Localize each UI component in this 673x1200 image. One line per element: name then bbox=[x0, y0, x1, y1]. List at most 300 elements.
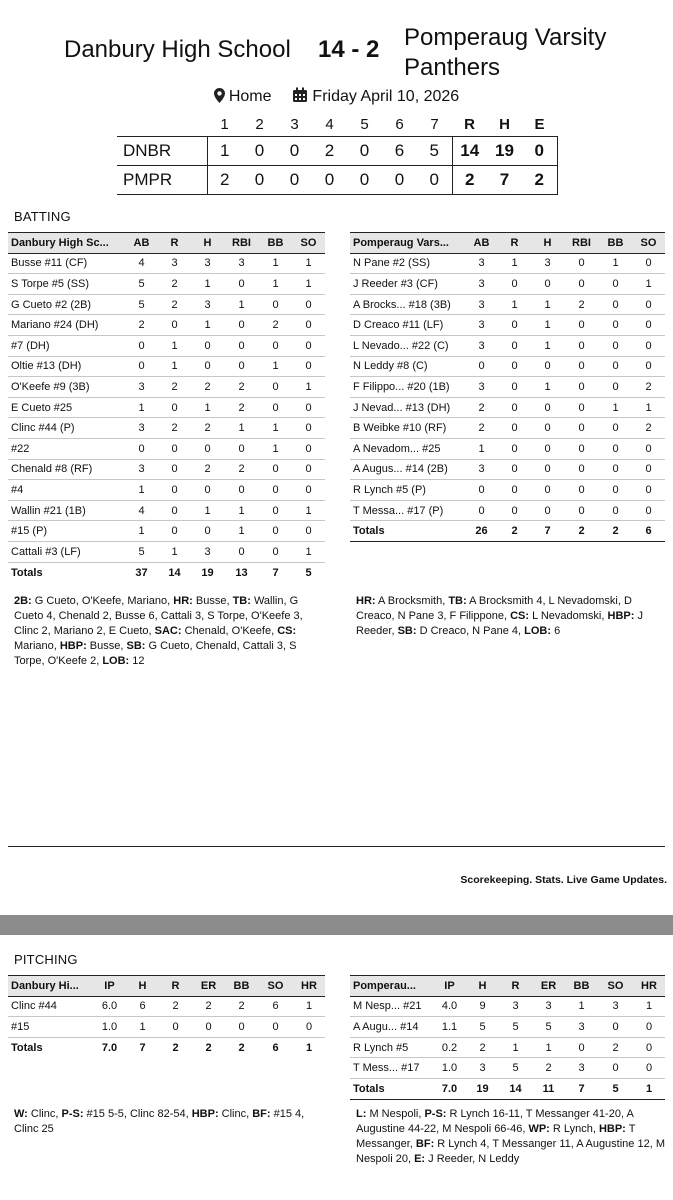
home-team-name: Danbury High School bbox=[64, 36, 291, 63]
stat-cell: 3 bbox=[565, 1017, 598, 1038]
table-row bbox=[8, 500, 325, 521]
note-value: R Lynch, bbox=[549, 1123, 599, 1135]
stat-cell: 5 bbox=[305, 566, 312, 579]
table-row bbox=[350, 397, 665, 418]
stat-cell: 0 bbox=[158, 521, 191, 542]
stat-cell: 0 bbox=[158, 459, 191, 480]
table-header bbox=[8, 233, 325, 254]
stat-cell: 37 bbox=[135, 566, 148, 579]
inning-score: 0 bbox=[347, 136, 382, 165]
totals-row bbox=[8, 562, 325, 583]
linescore-team: DNBR bbox=[117, 136, 207, 165]
stat-cell: 0 bbox=[292, 397, 325, 418]
stat-cell: 0 bbox=[292, 356, 325, 377]
stat-cell: 5 bbox=[499, 1058, 532, 1079]
stat-cell: 0 bbox=[292, 294, 325, 315]
stat-cell: 0 bbox=[292, 459, 325, 480]
stat-cell: 2 bbox=[125, 315, 158, 336]
stat-cell: 19 bbox=[201, 566, 214, 579]
stat-cell: 7.0 bbox=[433, 1078, 466, 1099]
player-name: T Mess... #17 bbox=[350, 1058, 433, 1079]
stat-cell: 0 bbox=[159, 1017, 192, 1038]
stat-cell: 1 bbox=[633, 1078, 665, 1099]
player-name: Cattali #3 (LF) bbox=[8, 541, 125, 562]
errors-header: E bbox=[534, 116, 545, 134]
stat-cell: 0 bbox=[259, 397, 292, 418]
player-name: Totals bbox=[11, 1041, 43, 1054]
note-value: A Brocksmith, bbox=[375, 595, 449, 607]
stat-cell: 0 bbox=[158, 438, 191, 459]
table-row bbox=[8, 356, 325, 377]
game-meta bbox=[0, 87, 673, 108]
linescore-row-away bbox=[117, 165, 557, 194]
stat-cell: 0 bbox=[498, 377, 531, 398]
runs-header: R bbox=[464, 116, 475, 134]
player-name: A Augu... #14 bbox=[350, 1017, 433, 1038]
stat-cell: 1 bbox=[158, 356, 191, 377]
stat-column-header: H bbox=[531, 233, 564, 254]
stat-cell: 3 bbox=[532, 996, 565, 1017]
stat-cell: 2 bbox=[598, 1037, 633, 1058]
stat-cell: 1 bbox=[532, 1037, 565, 1058]
stat-cell: 1 bbox=[499, 1037, 532, 1058]
stat-cell: 2 bbox=[158, 377, 191, 398]
stat-cell: 0 bbox=[498, 397, 531, 418]
total-hits: 7 bbox=[487, 165, 522, 194]
stat-cell: 0 bbox=[292, 315, 325, 336]
stat-cell: 5 bbox=[125, 294, 158, 315]
stat-cell: 14 bbox=[168, 566, 181, 579]
stat-cell: 1 bbox=[632, 397, 665, 418]
stat-cell: 0 bbox=[293, 1017, 325, 1038]
note-value: D Creaco, N Pane 4, bbox=[416, 625, 525, 637]
stat-cell: 1 bbox=[126, 1017, 159, 1038]
stat-column-header: SO bbox=[598, 976, 633, 997]
stat-cell: 5 bbox=[598, 1078, 633, 1099]
stat-cell: 0 bbox=[531, 438, 564, 459]
note-label: CS: bbox=[277, 625, 297, 637]
note-label: P-S: bbox=[424, 1108, 447, 1120]
table-row bbox=[350, 315, 665, 336]
stat-cell: 3 bbox=[465, 274, 498, 295]
player-name: #15 (P) bbox=[8, 521, 125, 542]
stat-column-header: R bbox=[499, 976, 532, 997]
stat-cell: 0 bbox=[292, 335, 325, 356]
table-row bbox=[8, 1017, 325, 1038]
stat-cell: 1 bbox=[599, 253, 632, 274]
note-value: J Reeder, N Leddy bbox=[425, 1153, 520, 1165]
stat-cell: 2 bbox=[465, 397, 498, 418]
note-value: Busse, bbox=[192, 595, 233, 607]
note-value: Clinc, bbox=[27, 1108, 62, 1120]
player-name: F Filippo... #20 (1B) bbox=[350, 377, 465, 398]
stat-cell: 1 bbox=[292, 377, 325, 398]
stat-cell: 0 bbox=[633, 1037, 665, 1058]
stat-cell: 0 bbox=[259, 521, 292, 542]
stat-cell: 0 bbox=[158, 397, 191, 418]
player-name: Oltie #13 (DH) bbox=[8, 356, 125, 377]
stat-cell: 0 bbox=[259, 541, 292, 562]
stat-cell: 0 bbox=[125, 438, 158, 459]
stat-cell: 0 bbox=[498, 500, 531, 521]
stat-cell: 1 bbox=[259, 274, 292, 295]
stat-column-header: AB bbox=[465, 233, 498, 254]
inning-score: 0 bbox=[242, 165, 277, 194]
stat-cell: 0 bbox=[632, 438, 665, 459]
calendar-icon bbox=[292, 87, 308, 108]
player-name: R Lynch #5 bbox=[350, 1037, 433, 1058]
stat-cell: 0 bbox=[465, 356, 498, 377]
stat-cell: 1 bbox=[292, 274, 325, 295]
table-header bbox=[350, 233, 665, 254]
stat-cell: 1 bbox=[632, 274, 665, 295]
stat-cell: 0 bbox=[224, 480, 259, 501]
note-label: HBP: bbox=[59, 640, 87, 652]
stat-column-header: BB bbox=[599, 233, 632, 254]
player-name: R Lynch #5 (P) bbox=[350, 480, 465, 501]
stat-cell: 2 bbox=[225, 996, 258, 1017]
table-row bbox=[8, 459, 325, 480]
table-row bbox=[350, 1037, 665, 1058]
stat-column-header: BB bbox=[225, 976, 258, 997]
stat-cell: 6.0 bbox=[93, 996, 126, 1017]
note-label: HBP: bbox=[191, 1108, 219, 1120]
stat-cell: 0 bbox=[224, 335, 259, 356]
stat-cell: 7 bbox=[272, 566, 279, 579]
stat-cell: 0 bbox=[259, 500, 292, 521]
stat-cell: 2 bbox=[158, 274, 191, 295]
player-name: B Weibke #10 (RF) bbox=[350, 418, 465, 439]
stat-cell: 0 bbox=[599, 356, 632, 377]
inning-header: 7 bbox=[430, 116, 439, 134]
stat-cell: 1 bbox=[259, 418, 292, 439]
stat-cell: 1.1 bbox=[433, 1017, 466, 1038]
stat-cell: 0 bbox=[564, 356, 599, 377]
player-name: S Torpe #5 (SS) bbox=[8, 274, 125, 295]
stat-cell: 1 bbox=[292, 541, 325, 562]
stat-cell: 2 bbox=[158, 418, 191, 439]
table-row bbox=[350, 480, 665, 501]
stat-cell: 0 bbox=[564, 418, 599, 439]
note-value: 12 bbox=[129, 655, 145, 667]
stat-column-header: BB bbox=[259, 233, 292, 254]
location-pin-icon bbox=[214, 88, 225, 108]
note-value: 6 bbox=[551, 625, 561, 637]
stat-cell: 0 bbox=[498, 459, 531, 480]
stat-cell: 0 bbox=[259, 335, 292, 356]
note-label: LOB: bbox=[102, 655, 130, 667]
stat-cell: 3 bbox=[125, 459, 158, 480]
table-row bbox=[8, 996, 325, 1017]
stat-cell: 1 bbox=[292, 253, 325, 274]
note-value: R Lynch 16-11, T Messanger 41-20, A Augustine 44-22, M Nespoli 66-46, bbox=[356, 1108, 634, 1135]
stat-cell: 2 bbox=[259, 315, 292, 336]
stat-cell: 3 bbox=[191, 541, 224, 562]
inning-score: 5 bbox=[417, 136, 452, 165]
stat-cell: 0 bbox=[158, 315, 191, 336]
stat-cell: 1 bbox=[191, 500, 224, 521]
inning-score: 0 bbox=[312, 165, 347, 194]
pitching-notes-away bbox=[356, 1107, 666, 1167]
stat-cell: 1 bbox=[191, 274, 224, 295]
stat-cell: 1 bbox=[125, 397, 158, 418]
stat-cell: 6 bbox=[632, 521, 665, 542]
stat-column-header: SO bbox=[292, 233, 325, 254]
stat-column-header: R bbox=[159, 976, 192, 997]
note-label: HBP: bbox=[607, 610, 635, 622]
stat-cell: 1 bbox=[305, 1041, 313, 1054]
player-name: J Reeder #3 (CF) bbox=[350, 274, 465, 295]
player-name: E Cueto #25 bbox=[8, 397, 125, 418]
totals-row bbox=[8, 1037, 325, 1058]
stat-column-header: BB bbox=[565, 976, 598, 997]
stat-cell: 0 bbox=[292, 438, 325, 459]
stat-cell: 0.2 bbox=[433, 1037, 466, 1058]
player-name: Clinc #44 (P) bbox=[8, 418, 125, 439]
stat-cell: 0 bbox=[498, 315, 531, 336]
note-value: Clinc, bbox=[218, 1108, 253, 1120]
stat-cell: 0 bbox=[564, 397, 599, 418]
stat-cell: 3 bbox=[465, 459, 498, 480]
stat-cell: 0 bbox=[531, 356, 564, 377]
stat-cell: 2 bbox=[238, 1041, 245, 1054]
stat-cell: 2 bbox=[466, 1037, 499, 1058]
stat-cell: 5 bbox=[532, 1017, 565, 1038]
stat-cell: 0 bbox=[224, 356, 259, 377]
stat-cell: 0 bbox=[632, 500, 665, 521]
total-hits: 19 bbox=[487, 136, 522, 165]
player-name: O'Keefe #9 (3B) bbox=[8, 377, 125, 398]
note-value: L Nevadomski, bbox=[529, 610, 608, 622]
stat-column-header: ER bbox=[532, 976, 565, 997]
stat-cell: 0 bbox=[599, 459, 632, 480]
stat-cell: 3 bbox=[191, 253, 224, 274]
stat-cell: 0 bbox=[498, 356, 531, 377]
stat-cell: 7 bbox=[565, 1078, 598, 1099]
stat-cell: 0 bbox=[158, 480, 191, 501]
stat-column-header: IP bbox=[433, 976, 466, 997]
inning-score: 0 bbox=[347, 165, 382, 194]
player-name: A Augus... #14 (2B) bbox=[350, 459, 465, 480]
stat-cell: 1 bbox=[599, 397, 632, 418]
note-label: E: bbox=[414, 1153, 426, 1165]
player-name: Mariano #24 (DH) bbox=[8, 315, 125, 336]
stat-cell: 0 bbox=[599, 294, 632, 315]
stat-cell: 0 bbox=[498, 438, 531, 459]
player-name: #7 (DH) bbox=[8, 335, 125, 356]
stat-cell: 0 bbox=[599, 480, 632, 501]
player-name: Chenald #8 (RF) bbox=[8, 459, 125, 480]
note-label: HR: bbox=[173, 595, 193, 607]
stat-cell: 4 bbox=[125, 500, 158, 521]
batting-notes-home bbox=[14, 594, 319, 669]
stat-cell: 0 bbox=[599, 438, 632, 459]
stat-cell: 4 bbox=[125, 253, 158, 274]
stat-cell: 1 bbox=[293, 996, 325, 1017]
stat-cell: 0 bbox=[632, 459, 665, 480]
stat-cell: 0 bbox=[564, 274, 599, 295]
inning-score: 0 bbox=[277, 165, 312, 194]
stat-column-header: ER bbox=[192, 976, 225, 997]
note-label: P-S: bbox=[61, 1108, 84, 1120]
total-errors: 2 bbox=[522, 165, 557, 194]
player-name: N Leddy #8 (C) bbox=[350, 356, 465, 377]
player-name: D Creaco #11 (LF) bbox=[350, 315, 465, 336]
stat-cell: 1 bbox=[224, 521, 259, 542]
stat-cell: 3 bbox=[465, 294, 498, 315]
stat-column-header: SO bbox=[632, 233, 665, 254]
batting-notes-away bbox=[356, 594, 661, 639]
note-value: #15 4, Clinc 25 bbox=[14, 1108, 305, 1135]
stat-column-header: R bbox=[498, 233, 531, 254]
stat-cell: 3 bbox=[466, 1058, 499, 1079]
note-label: WP: bbox=[528, 1123, 550, 1135]
stat-cell: 0 bbox=[158, 500, 191, 521]
stat-cell: 0 bbox=[633, 1058, 665, 1079]
stat-cell: 0 bbox=[599, 315, 632, 336]
note-label: BF: bbox=[252, 1108, 271, 1120]
table-row bbox=[8, 418, 325, 439]
note-label: CS: bbox=[510, 610, 530, 622]
stat-cell: 0 bbox=[259, 459, 292, 480]
player-name: A Nevadom... #25 bbox=[350, 438, 465, 459]
note-value: J Reeder, bbox=[356, 610, 643, 637]
stat-cell: 0 bbox=[564, 500, 599, 521]
stat-cell: 26 bbox=[465, 521, 498, 542]
table-row bbox=[350, 356, 665, 377]
inning-score: 2 bbox=[312, 136, 347, 165]
inning-score: 6 bbox=[382, 136, 417, 165]
stat-cell: 0 bbox=[259, 294, 292, 315]
stat-cell: 0 bbox=[191, 356, 224, 377]
player-name: #4 bbox=[8, 480, 125, 501]
note-value: M Nespoli, bbox=[366, 1108, 425, 1120]
player-name: Wallin #21 (1B) bbox=[8, 500, 125, 521]
stat-cell: 0 bbox=[564, 480, 599, 501]
inning-header: 2 bbox=[255, 116, 264, 134]
stat-cell: 1 bbox=[125, 521, 158, 542]
note-value: Chenald, O'Keefe, bbox=[181, 625, 278, 637]
stat-cell: 2 bbox=[172, 1041, 179, 1054]
stat-cell: 2 bbox=[632, 418, 665, 439]
stat-column-header: SO bbox=[258, 976, 293, 997]
note-label: HR: bbox=[356, 595, 376, 607]
stat-column-header: HR bbox=[633, 976, 665, 997]
inning-score: 1 bbox=[207, 136, 242, 165]
stat-column-header: H bbox=[466, 976, 499, 997]
stat-column-header: IP bbox=[93, 976, 126, 997]
stat-cell: 2 bbox=[191, 459, 224, 480]
stat-column-header: H bbox=[126, 976, 159, 997]
stat-cell: 2 bbox=[224, 459, 259, 480]
stat-cell: 0 bbox=[632, 480, 665, 501]
stat-cell: 0 bbox=[292, 480, 325, 501]
stat-cell: 5 bbox=[499, 1017, 532, 1038]
total-errors: 0 bbox=[522, 136, 557, 165]
table-row bbox=[8, 315, 325, 336]
table-row bbox=[8, 253, 325, 274]
stat-cell: 0 bbox=[564, 459, 599, 480]
stat-cell: 3 bbox=[531, 253, 564, 274]
table-row bbox=[8, 438, 325, 459]
stat-cell: 3 bbox=[224, 253, 259, 274]
note-label: SB: bbox=[126, 640, 146, 652]
stat-cell: 1 bbox=[498, 294, 531, 315]
stat-cell: 1 bbox=[531, 335, 564, 356]
inning-score: 0 bbox=[277, 136, 312, 165]
stat-cell: 6 bbox=[258, 996, 293, 1017]
stat-cell: 19 bbox=[466, 1078, 499, 1099]
team-column-header: Danbury High Sc... bbox=[8, 233, 125, 254]
inning-score: 0 bbox=[417, 165, 452, 194]
stat-cell: 3 bbox=[465, 377, 498, 398]
stat-cell: 3 bbox=[125, 418, 158, 439]
stat-cell: 3 bbox=[499, 996, 532, 1017]
stat-cell: 0 bbox=[125, 356, 158, 377]
player-name: G Cueto #2 (2B) bbox=[8, 294, 125, 315]
table-row bbox=[8, 541, 325, 562]
stat-column-header: HR bbox=[293, 976, 325, 997]
table-row bbox=[350, 500, 665, 521]
stat-cell: 1 bbox=[158, 335, 191, 356]
note-value: Mariano, bbox=[14, 640, 60, 652]
stat-cell: 1 bbox=[191, 315, 224, 336]
stat-cell: 1 bbox=[531, 377, 564, 398]
note-label: TB: bbox=[448, 595, 467, 607]
player-name: Totals bbox=[350, 1078, 433, 1099]
stat-cell: 0 bbox=[633, 1017, 665, 1038]
stat-column-header: R bbox=[158, 233, 191, 254]
stat-cell: 0 bbox=[632, 315, 665, 336]
note-label: SB: bbox=[397, 625, 417, 637]
stat-cell: 1 bbox=[465, 438, 498, 459]
table-row bbox=[350, 294, 665, 315]
player-name: L Nevado... #22 (C) bbox=[350, 335, 465, 356]
note-value: R Lynch 4, T Messanger 11, A Augustine 12, M Nespoli 20, bbox=[356, 1138, 665, 1165]
stat-cell: 1 bbox=[633, 996, 665, 1017]
total-runs: 2 bbox=[452, 165, 487, 194]
table-row bbox=[350, 253, 665, 274]
stat-cell: 0 bbox=[599, 500, 632, 521]
stat-cell: 2 bbox=[564, 521, 599, 542]
stat-cell: 0 bbox=[224, 274, 259, 295]
stat-cell: 0 bbox=[192, 1017, 225, 1038]
section-divider bbox=[8, 846, 665, 847]
stat-cell: 2 bbox=[192, 996, 225, 1017]
section-band bbox=[0, 915, 673, 935]
table-row bbox=[8, 294, 325, 315]
pitching-notes-home bbox=[14, 1107, 319, 1137]
away-team-name: Pomperaug Varsity Panthers bbox=[404, 24, 607, 81]
player-name: Clinc #44 bbox=[8, 996, 93, 1017]
stat-cell: 9 bbox=[466, 996, 499, 1017]
total-runs: 14 bbox=[452, 136, 487, 165]
stat-cell: 1.0 bbox=[93, 1017, 126, 1038]
inning-header: 3 bbox=[290, 116, 299, 134]
stat-cell: 0 bbox=[191, 480, 224, 501]
table-row bbox=[350, 438, 665, 459]
pitching-section-title: PITCHING bbox=[14, 952, 78, 967]
stat-cell: 1 bbox=[259, 438, 292, 459]
stat-cell: 0 bbox=[632, 294, 665, 315]
player-name: T Messa... #17 (P) bbox=[350, 500, 465, 521]
stat-cell: 3 bbox=[191, 294, 224, 315]
stat-cell: 2 bbox=[532, 1058, 565, 1079]
stat-cell: 11 bbox=[532, 1078, 565, 1099]
stat-cell: 0 bbox=[498, 335, 531, 356]
stat-cell: 1 bbox=[224, 418, 259, 439]
pitching-table-home bbox=[8, 975, 325, 1058]
